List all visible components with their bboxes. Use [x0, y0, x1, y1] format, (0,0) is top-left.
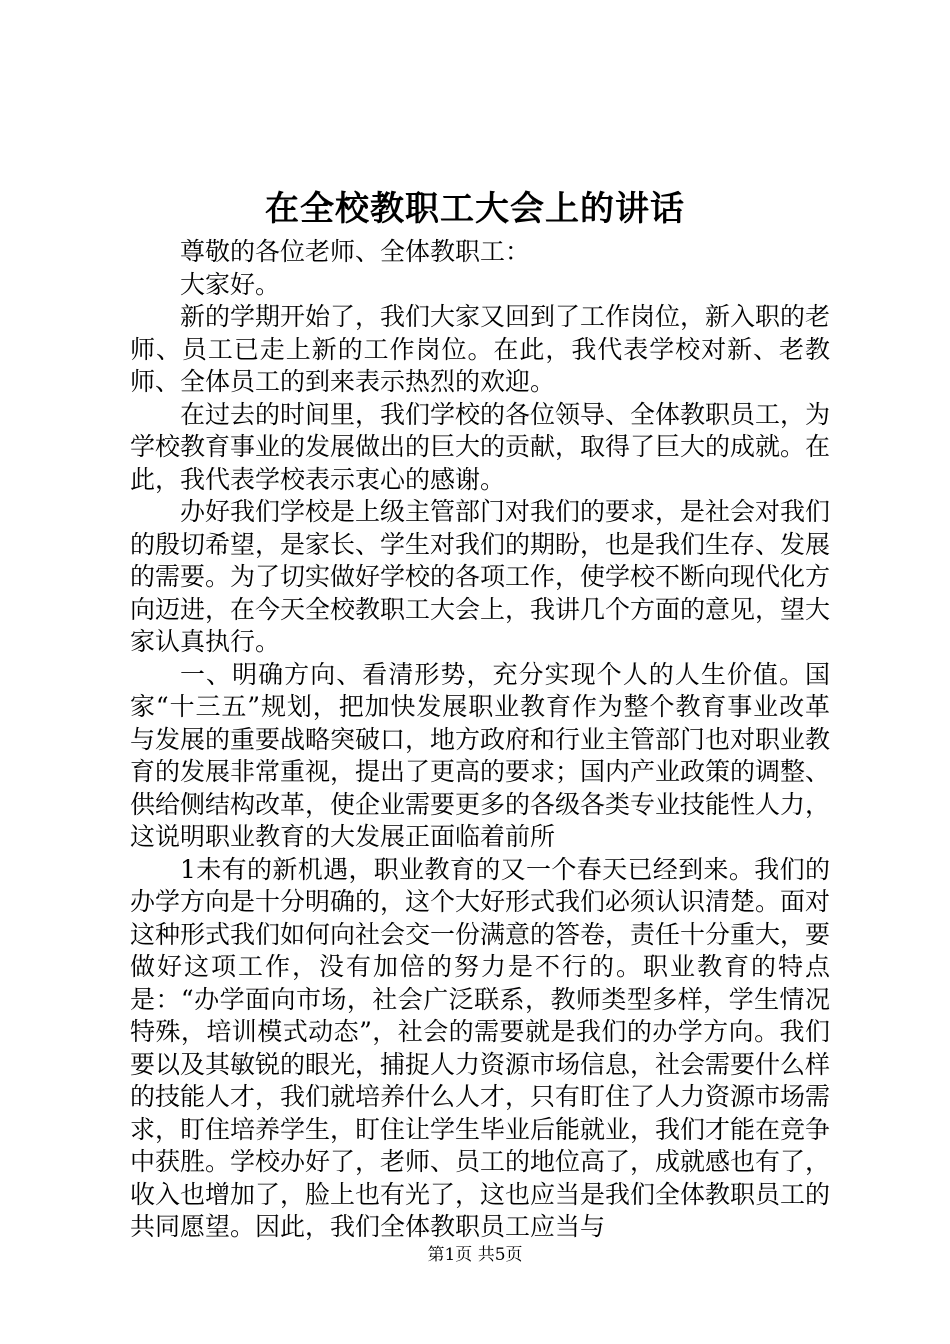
- paragraph: 在过去的时间里，我们学校的各位领导、全体教职员工，为学校教育事业的发展做出的巨大的贡献，取得了巨大的成就。在此，我代表学校表示衷心的感谢。: [130, 399, 831, 494]
- paragraph: 办好我们学校是上级主管部门对我们的要求，是社会对我们的殷切希望，是家长、学生对我们的期盼，也是我们生存、发展的需要。为了切实做好学校的各项工作，使学校不断向现代化方向迈进，在今天全校教职工大会上，我讲几个方面的意见，望大家认真执行。: [130, 497, 831, 656]
- document-body: [130, 236, 830, 1244]
- greeting: 大家好。: [180, 269, 281, 299]
- document-title: 在全校教职工大会上的讲话: [265, 189, 685, 229]
- paragraph: 一、明确方向、看清形势，充分实现个人的人生价值。国家“十三五”规划，把加快发展职业教育作为整个教育事业改革与发展的重要战略突破口，地方政府和行业主管部门也对职业教育的发展非常重视，提出了更高的要求；国内产业政策的调整、供给侧结构改革，使企业需要更多的各级各类专业技能性人力，这说明职业教育的大发展正面临着前所: [130, 659, 831, 851]
- paragraph: 1未有的新机遇，职业教育的又一个春天已经到来。我们的办学方向是十分明确的，这个大好形式我们必须认识清楚。面对这种形式我们如何向社会交一份满意的答卷，责任十分重大，要做好这项工作，没有加倍的努力是不行的。职业教育的特点是：“办学面向市场，社会广泛联系，教师类型多样，学生情况特殊，培训模式动态”，社会的需要就是我们的办学方向。我们要以及其敏锐的眼光，捕捉人力资源市场信息，社会需要什么样的技能人才，我们就培养什么人才，只有盯住了人力资源市场需求，盯住培养学生，盯住让学生毕业后能就业，我们才能在竞争中获胜。学校办好了，老师、员工的地位高了，成就感也有了，收入也增加了，脸上也有光了，这也应当是我们全体教职员工的共同愿望。因此，我们全体教职员工应当与: [130, 854, 831, 1241]
- salutation: 尊敬的各位老师、全体教职工：: [180, 237, 531, 266]
- paragraph: 新的学期开始了，我们大家又回到了工作岗位，新入职的老师、员工已走上新的工作岗位。在此，我代表学校对新、老教师、全体员工的到来表示热烈的欢迎。: [130, 302, 831, 396]
- page-footer: 第1页 共5页: [427, 1245, 523, 1265]
